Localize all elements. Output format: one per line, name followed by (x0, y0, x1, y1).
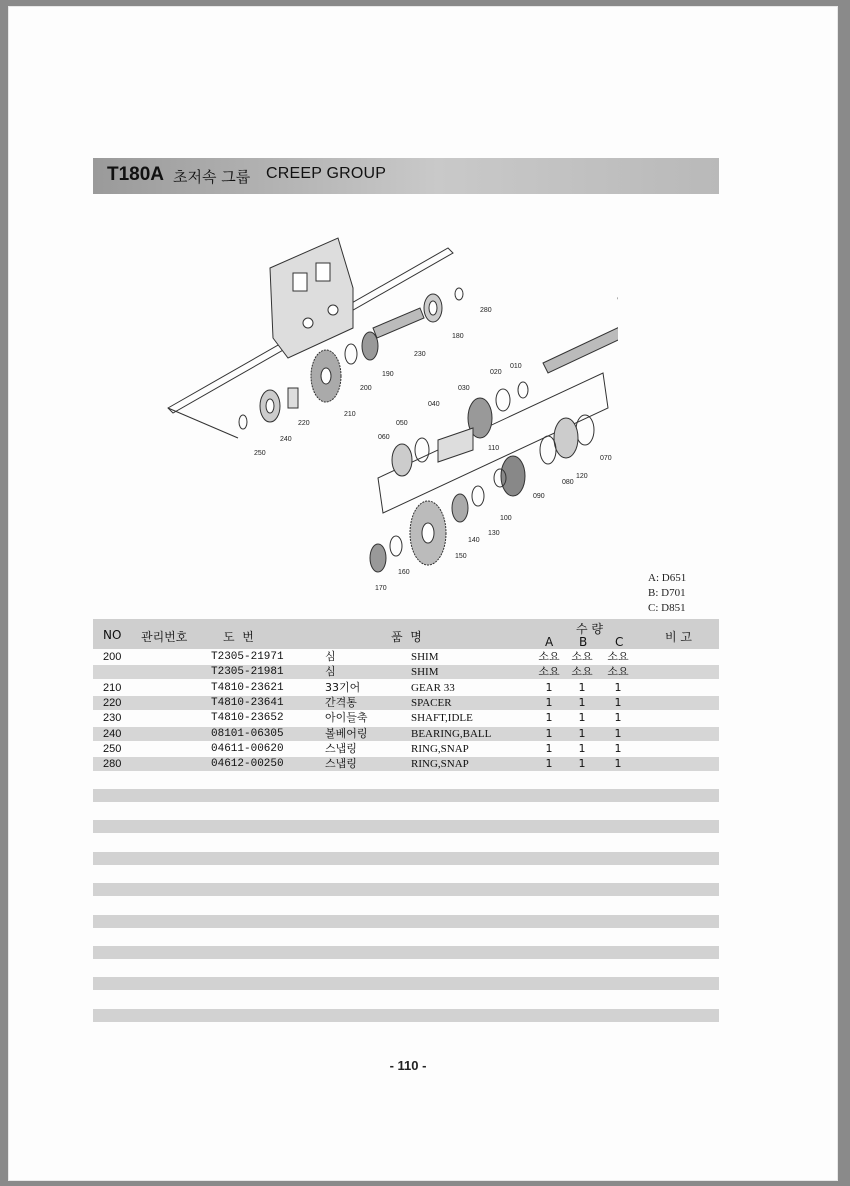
empty-row-band (93, 883, 719, 896)
empty-row-band (93, 820, 719, 833)
table-row (93, 665, 719, 679)
callout-010: 010 (510, 363, 522, 370)
cell-part-number: T4810-23621 (211, 681, 284, 694)
cell-qty-a: 1 (545, 726, 553, 740)
cell-qty-a: 1 (545, 711, 553, 725)
cell-qty-c: 1 (614, 695, 622, 709)
cell-name-english: SPACER (411, 696, 452, 709)
header-remark: 비 고 (665, 630, 692, 644)
cell-qty-a: 1 (545, 741, 553, 755)
cell-no: 280 (103, 758, 122, 771)
cell-qty-c: 소요 (607, 650, 629, 663)
callout-150: 150 (455, 553, 467, 560)
callout-020: 020 (490, 369, 502, 376)
table-row (93, 650, 719, 664)
cell-name-english: RING,SNAP (411, 742, 469, 755)
cell-name-english: GEAR 33 (411, 681, 455, 694)
header-qty-b: B (579, 635, 588, 649)
cell-part-number: T2305-21981 (211, 666, 284, 679)
cell-no: 230 (103, 712, 122, 725)
callout-190: 190 (382, 371, 394, 378)
header-drawing-no: 도 번 (223, 630, 254, 644)
model-variants (648, 571, 686, 616)
table-row (93, 681, 719, 695)
empty-row-band (93, 1009, 719, 1022)
callout-140: 140 (468, 537, 480, 544)
cell-qty-b: 소요 (571, 665, 593, 679)
variant-a: A: D651 (648, 572, 687, 584)
cell-qty-b: 1 (578, 695, 586, 709)
empty-row-band (93, 789, 719, 802)
callout-130: 130 (488, 530, 500, 537)
cell-name-korean: 심 (325, 650, 336, 663)
cell-name-korean: 심 (325, 665, 336, 679)
cell-qty-b: 1 (578, 741, 586, 755)
cell-qty-b: 1 (578, 757, 586, 771)
callout-110: 110 (488, 445, 500, 452)
callout-120: 120 (576, 473, 588, 480)
table-row (93, 742, 719, 756)
callout-030: 030 (458, 385, 470, 392)
header-no: NO (103, 628, 122, 642)
document-page (8, 6, 838, 1181)
cell-name-korean: 볼베어링 (325, 726, 368, 740)
cell-qty-c: 1 (614, 680, 622, 694)
cell-no: 220 (103, 696, 122, 709)
cell-qty-c: 1 (614, 726, 622, 740)
table-header (93, 619, 719, 649)
table-row (93, 711, 719, 725)
callout-170: 170 (375, 585, 387, 592)
cell-name-korean: 스냅링 (325, 757, 357, 771)
callout-210: 210 (344, 411, 356, 418)
callout-230: 230 (414, 351, 426, 358)
cell-qty-b: 1 (578, 726, 586, 740)
model-code: T180A (107, 164, 165, 185)
cell-qty-a: 1 (545, 695, 553, 709)
header-mgmt-no: 관리번호 (141, 630, 188, 644)
cell-name-english: SHIM (411, 666, 439, 679)
cell-part-number: T2305-21971 (211, 651, 284, 663)
callout-180: 180 (452, 333, 464, 340)
cell-name-english: RING,SNAP (411, 758, 469, 771)
callout-160: 160 (398, 569, 410, 576)
variant-b: B: D701 (648, 587, 686, 599)
callout-100: 100 (500, 515, 512, 522)
empty-row-band (93, 946, 719, 959)
header-qty-a: A (545, 635, 554, 649)
callout-080: 080 (562, 479, 574, 486)
header-part-name: 품 명 (391, 630, 422, 644)
cell-no: 200 (103, 651, 122, 663)
page-number: - 110 - (389, 1058, 427, 1073)
empty-row-band (93, 852, 719, 865)
cell-no: 250 (103, 742, 122, 755)
cell-part-number: 08101-06305 (211, 727, 284, 740)
cell-qty-b: 소요 (571, 650, 593, 663)
cell-part-number: T4810-23652 (211, 712, 284, 725)
title-korean: 초저속 그룹 (173, 168, 251, 186)
cell-qty-b: 1 (578, 680, 586, 694)
variant-c: C: D851 (648, 602, 686, 614)
table-row (93, 696, 719, 710)
callout-280: 280 (480, 307, 492, 314)
cell-qty-c: 1 (614, 711, 622, 725)
section-banner (93, 158, 719, 194)
cell-qty-b: 1 (578, 711, 586, 725)
empty-row-band (93, 977, 719, 990)
cell-qty-a: 1 (545, 680, 553, 694)
cell-part-number: T4810-23641 (211, 696, 284, 709)
exploded-parts-diagram (148, 228, 618, 598)
cell-qty-a: 소요 (538, 650, 560, 663)
cell-name-korean: 간격통 (325, 695, 357, 709)
empty-row-band (93, 915, 719, 928)
cell-name-korean: 아이들축 (325, 711, 368, 725)
cell-qty-c: 소요 (607, 665, 629, 679)
cell-no: 210 (103, 681, 122, 694)
callout-090: 090 (533, 493, 545, 500)
table-row (93, 727, 719, 741)
title-english: CREEP GROUP (266, 165, 387, 182)
cell-name-english: SHIM (411, 651, 439, 663)
callout-060: 060 (378, 434, 390, 441)
cell-part-number: 04612-00250 (211, 758, 284, 771)
header-qty-c: C (615, 635, 624, 649)
callout-200: 200 (360, 385, 372, 392)
cell-name-korean: 33기어 (325, 680, 361, 694)
cell-name-english: BEARING,BALL (411, 727, 492, 740)
cell-qty-c: 1 (614, 757, 622, 771)
cell-name-korean: 스냅링 (325, 741, 357, 755)
callout-220: 220 (298, 420, 310, 427)
callout-250: 250 (254, 450, 266, 457)
cell-qty-c: 1 (614, 741, 622, 755)
callout-240: 240 (280, 436, 292, 443)
callout-050: 050 (396, 420, 408, 427)
cell-part-number: 04611-00620 (211, 742, 284, 755)
cell-qty-a: 소요 (538, 665, 560, 679)
cell-name-english: SHAFT,IDLE (411, 712, 473, 725)
cell-qty-a: 1 (545, 757, 553, 771)
cell-no: 240 (103, 727, 122, 740)
table-row (93, 757, 719, 771)
callout-070: 070 (600, 455, 612, 462)
header-qty: 수 량 (576, 622, 603, 636)
callout-040: 040 (428, 401, 440, 408)
